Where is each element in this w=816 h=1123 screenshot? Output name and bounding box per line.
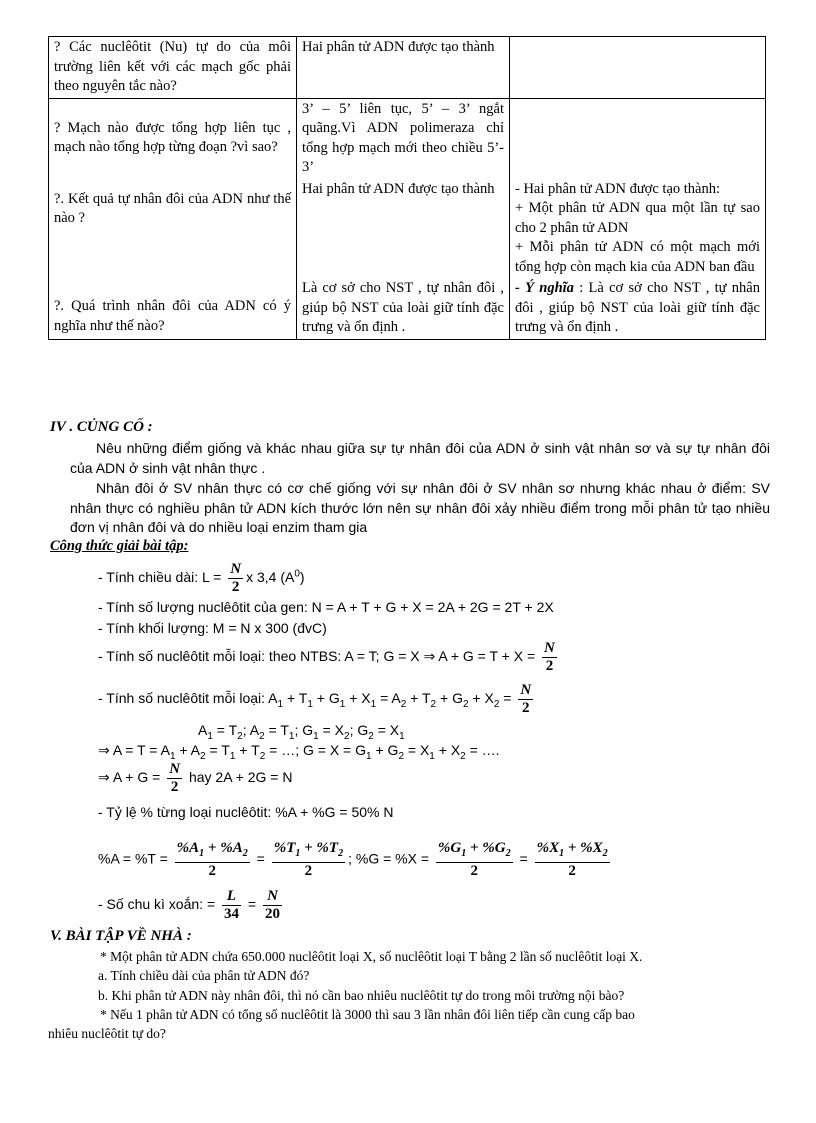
homework-line: a. Tính chiều dài của phân tử ADN đó? — [98, 968, 310, 983]
answer-text: Là cơ sở cho NST , tự nhân đôi , giúp bộ NST của loài giữ tính đặc trưng và ổn định . — [302, 280, 504, 335]
formula-ag: ⇒ A + G = $\frac{N}{2}$ hay 2A + 2G = N — [98, 761, 293, 795]
qa-table — [48, 36, 766, 340]
formula-label: - Số chu kì xoắn: = — [98, 896, 220, 913]
formula-mass: - Tính khối lượng: M = N x 300 (đvC) — [98, 620, 327, 636]
fraction — [175, 840, 250, 880]
formula-turns: - Số chu kì xoắn: = $\frac{L}{34}$ = $\frac{N}{20}$ — [98, 888, 280, 922]
fraction-denominator: 34 — [224, 906, 240, 922]
fraction-numerator: N — [169, 761, 181, 777]
section-4-paragraph-2 — [70, 479, 770, 538]
formula-label: - Tính số nuclêôtit mỗi loại: — [98, 690, 269, 707]
fraction-numerator: N — [544, 640, 555, 656]
question-cell — [49, 98, 297, 179]
formula-heading: Công thức giải bài tập: — [50, 538, 189, 554]
formula-pairs: $A_1 = T_2$; $A_2 = T_1$; $G_1 = X_2$; $G_2 = X_1$ — [198, 722, 405, 742]
fraction-numerator: N — [520, 682, 532, 698]
fraction-numerator: L — [222, 888, 241, 906]
formula-label: - Tính số nuclêôtit mỗi loại: theo NTBS: A = T; G = X ⇒ A + G = T + X = — [98, 648, 540, 665]
fraction-numerator: $\%A_1 + \%A_2$ — [175, 840, 250, 863]
fraction — [272, 840, 345, 880]
fraction-denominator: 2 — [170, 779, 179, 795]
section-4-title: IV . CỦNG CỐ : — [50, 419, 153, 435]
homework-line: b. Khi phân tử ADN này nhân đôi, thì nó cần bao nhiêu nuclêôtit tự do trong môi trường nội bào? — [98, 988, 625, 1003]
homework-line: * Nếu 1 phân tử ADN có tổng số nuclêôtit là 3000 thì sau 3 lần nhân đôi liên tiếp cần cung cấp bao — [100, 1007, 635, 1022]
answer-text: Hai phân tử ADN được tạo thành — [302, 39, 495, 55]
note-cell — [510, 179, 766, 279]
paragraph-text: Nhân đôi ở SV nhân thực có cơ chế giống với sự nhân đôi ở SV nhân sơ nhưng khác nhau ở điểm: SV nhân thực có nghiều phân tử ADN kích thước lớn nên sự nhân đôi xảy nhiều điểm trong mỗi phân tử tạo nhiều đơn vị nhân đôi và do nhiều loại enzim tham gia — [70, 480, 770, 535]
table-row — [49, 179, 766, 279]
table-row — [49, 98, 766, 179]
note-text: : Là cơ sở cho NST , tự nhân đôi , giúp bộ NST của loài giữ tính đặc trưng và ổn định . — [515, 280, 760, 335]
note-cell — [510, 98, 766, 179]
note-line: + Một phân tử ADN qua một lần tự sao cho 2 phân tử ADN — [515, 200, 760, 236]
fraction-denominator: 2 — [231, 579, 240, 595]
fraction-denominator: 2 — [568, 863, 576, 879]
fraction — [167, 761, 182, 796]
fraction — [535, 840, 610, 880]
formula-label: - Tính chiều dài: L = — [98, 569, 226, 586]
question-cell — [49, 37, 297, 99]
fraction-numerator: N — [263, 888, 282, 906]
formula-strands: - Tính số nuclêôtit mỗi loại: $A_1 + T_1 + G_1 + X_1 = A_2 + T_2 + G_2 + X_2$ = $\frac{N}{2}$ — [98, 682, 532, 716]
formula-text: x 3,4 (A — [246, 569, 295, 586]
homework-line: * Một phân tử ADN chứa 650.000 nuclêôtit loại X, số nuclêôtit loại T bằng 2 lần số nuclêôtit loại X. — [100, 949, 643, 964]
answer-cell — [297, 179, 510, 279]
note-line: - Hai phân tử ADN được tạo thành: — [515, 180, 720, 197]
fraction-numerator: $\%T_1 + \%T_2$ — [272, 840, 345, 863]
formula-text: ; %G = %X = — [348, 850, 433, 867]
table-row — [49, 37, 766, 99]
question-text: ?. Quá trình nhân đôi của ADN có ý nghĩa như thế nào? — [54, 298, 291, 334]
fraction-numerator: $\%X_1 + \%X_2$ — [535, 840, 610, 863]
answer-text: Hai phân tử ADN được tạo thành — [302, 180, 495, 197]
answer-text: 3’ – 5’ liên tục, 5’ – 3’ ngắt quãng.Vì ADN polimeraza chỉ tổng hợp mạch mới theo chiều 5’- 3’ — [302, 100, 504, 175]
note-cell — [510, 37, 766, 99]
paragraph-text: Nêu những điểm giống và khác nhau giữa sự tự nhân đôi của ADN ở sinh vật nhân sơ và sự tự nhân đôi của ADN ở sinh vật nhân thực . — [70, 440, 770, 476]
fraction — [542, 640, 557, 675]
fraction-denominator: 2 — [545, 658, 554, 674]
fraction — [263, 888, 282, 923]
formula-ntbs — [98, 640, 560, 675]
fraction-denominator: 2 — [304, 863, 313, 879]
formula-count: - Tính số lượng nuclêôtit của gen: N = A + T + G + X = 2A + 2G = 2T + 2X — [98, 599, 554, 615]
formula-text: hay 2A + 2G = N — [185, 769, 293, 786]
answer-cell — [297, 278, 510, 339]
note-label: - Ý nghĩa — [515, 280, 574, 296]
table-row — [49, 278, 766, 339]
fraction-numerator: $\%G_1 + \%G_2$ — [436, 840, 513, 863]
fraction-denominator: 20 — [264, 906, 280, 922]
fraction-denominator: 2 — [208, 863, 216, 879]
answer-cell — [297, 98, 510, 179]
question-text: ? Các nuclêôtit (Nu) tự do của môi trường liên kết với các mạch gốc phải theo nguyên tắc nào? — [54, 39, 291, 94]
formula-label: %A = %T = — [98, 850, 172, 867]
formula-length: - Tính chiều dài: L = $\frac{N}{2}$ x 3,4 $(A^0)$ — [98, 561, 305, 595]
formula-sup: 0 — [294, 568, 300, 580]
fraction-numerator: N — [230, 561, 242, 577]
question-cell — [49, 278, 297, 339]
question-text: ? Mạch nào được tổng hợp liên tục , mạch nào tổng hợp từng đoạn ?vì sao? — [54, 119, 291, 155]
fraction — [222, 888, 241, 923]
fraction-denominator: 2 — [522, 700, 530, 716]
question-cell — [49, 179, 297, 279]
homework-line: nhiêu nuclêôtit tự do? — [48, 1026, 166, 1041]
answer-cell — [297, 37, 510, 99]
fraction — [228, 561, 243, 596]
note-cell — [510, 278, 766, 339]
formula-percent: %A = %T = $\frac{\%A_1 + \%A_2}{2}$ = $\frac{\%T_1 + \%T_2}{2}$ ; %G = %X = $\frac{\%G_1 + \%G_2}{2}$ = $\frac{\%X_1 + \%X_2}{2}$ — [98, 840, 608, 879]
note-line: + Mỗi phân tử ADN có một mạch mới tổng hợp còn mạch kia của ADN ban đầu — [515, 239, 760, 275]
question-text: ?. Kết quả tự nhân đôi của ADN như thế nào ? — [54, 190, 291, 226]
fraction-denominator: 2 — [470, 863, 479, 879]
formula-sum-at: ⇒ $A = T = A_1 + A_2 = T_1 + T_2$ = …; $G = X = G_1 + G_2 = X_1 + X_2$ = …. — [98, 742, 500, 762]
section-5-title: V. BÀI TẬP VỀ NHÀ : — [50, 928, 192, 944]
fraction — [436, 840, 513, 880]
section-4-paragraph-1 — [70, 439, 770, 478]
fraction — [518, 682, 533, 717]
formula-ratio: - Tỷ lệ % từng loại nuclêôtit: %A + %G = 50% N — [98, 804, 394, 820]
